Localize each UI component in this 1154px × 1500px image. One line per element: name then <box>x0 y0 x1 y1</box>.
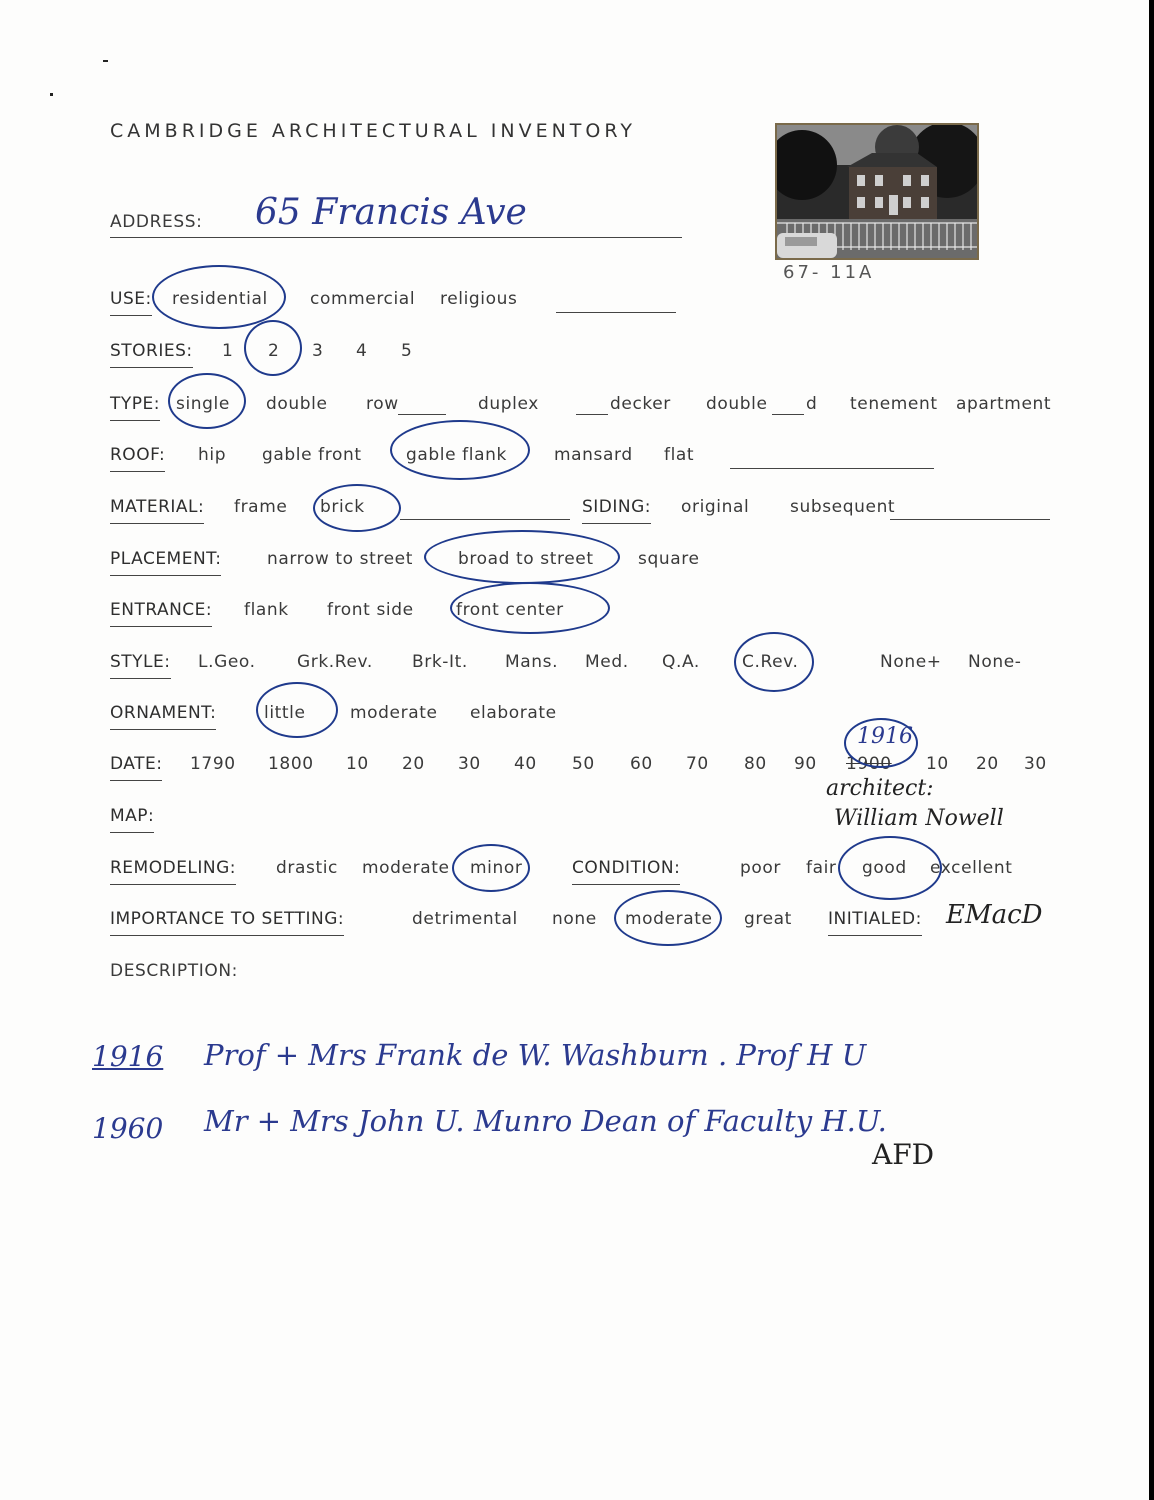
type-option-double-d: double <box>706 394 768 414</box>
style-selected-circle <box>734 632 814 692</box>
type-option-duplex: duplex <box>478 394 539 414</box>
date-handwritten: 1916 <box>857 724 913 749</box>
style-option-crev: C.Rev. <box>742 652 799 672</box>
style-option-grkrev: Grk.Rev. <box>297 652 373 672</box>
importance-label: IMPORTANCE TO SETTING: <box>110 909 345 929</box>
material-label: MATERIAL: <box>110 497 205 517</box>
date-option-70: 70 <box>686 754 709 774</box>
use-blank-line <box>556 312 676 313</box>
date-option-20-b: 20 <box>976 754 999 774</box>
entrance-option-flank: flank <box>244 600 289 620</box>
remodeling-option-minor: minor <box>470 858 523 878</box>
roof-selected-circle <box>390 420 530 480</box>
ornament-option-elaborate: elaborate <box>470 703 557 723</box>
type-option-d: d <box>806 394 818 414</box>
type-option-row: row <box>366 394 399 414</box>
siding-option-original: original <box>681 497 750 517</box>
ink-speck <box>50 93 53 96</box>
material-selected-circle <box>313 484 401 532</box>
description-entry-2-year: 1960 <box>92 1112 164 1145</box>
entrance-option-front-center: front center <box>456 600 564 620</box>
condition-label: CONDITION: <box>572 858 681 878</box>
date-handwritten-circle <box>844 718 918 768</box>
type-option-tenement: tenement <box>850 394 938 414</box>
condition-option-fair: fair <box>806 858 837 878</box>
type-option-decker: decker <box>610 394 671 414</box>
entrance-selected-circle <box>450 582 610 634</box>
style-option-lgeo: L.Geo. <box>198 652 256 672</box>
map-label: MAP: <box>110 806 155 826</box>
roof-label: ROOF: <box>110 445 166 465</box>
address-label: ADDRESS: <box>110 212 203 232</box>
description-entry-1-text: Prof + Mrs Frank de W. Washburn . Prof H U <box>204 1038 867 1072</box>
remodeling-option-moderate: moderate <box>362 858 450 878</box>
photo-reference-number: 67- 11A <box>783 262 875 283</box>
form-header: CAMBRIDGE ARCHITECTURAL INVENTORY <box>110 120 636 142</box>
placement-option-narrow: narrow to street <box>267 549 413 569</box>
date-option-90: 90 <box>794 754 817 774</box>
house-photo <box>775 123 979 260</box>
placement-option-broad: broad to street <box>458 549 594 569</box>
condition-selected-circle <box>838 836 942 900</box>
remodeling-option-drastic: drastic <box>276 858 338 878</box>
type-selected-circle <box>168 373 246 429</box>
condition-option-good: good <box>862 858 907 878</box>
use-label: USE: <box>110 289 152 309</box>
style-option-none-plus: None+ <box>880 652 942 672</box>
address-value: 65 Francis Ave <box>255 192 527 233</box>
remodeling-label: REMODELING: <box>110 858 237 878</box>
type-decker-blank <box>576 414 608 415</box>
date-option-30-b: 30 <box>1024 754 1047 774</box>
initialed-value: EMacD <box>946 900 1043 930</box>
address-line <box>110 237 682 238</box>
scan-edge <box>1149 0 1154 1500</box>
use-selected-circle <box>152 265 286 329</box>
siding-blank-line <box>890 519 1050 520</box>
type-label: TYPE: <box>110 394 160 414</box>
type-row-blank <box>398 414 446 415</box>
ornament-label: ORNAMENT: <box>110 703 217 723</box>
description-label: DESCRIPTION: <box>110 961 238 981</box>
house-photo-image <box>777 125 977 258</box>
ornament-selected-circle <box>256 682 338 738</box>
description-initials: AFD <box>872 1138 935 1171</box>
entrance-label: ENTRANCE: <box>110 600 213 620</box>
importance-selected-circle <box>614 890 722 946</box>
style-option-brkit: Brk-It. <box>412 652 468 672</box>
date-option-60: 60 <box>630 754 653 774</box>
material-option-brick: brick <box>320 497 365 517</box>
importance-option-great: great <box>744 909 792 929</box>
condition-option-poor: poor <box>740 858 781 878</box>
description-entry-1-year: 1916 <box>92 1040 164 1073</box>
condition-option-excellent: excellent <box>930 858 1013 878</box>
entrance-option-front-side: front side <box>327 600 414 620</box>
initialed-label: INITIALED: <box>828 909 922 929</box>
importance-option-detrimental: detrimental <box>412 909 518 929</box>
siding-option-subsequent: subsequent <box>790 497 896 517</box>
ornament-option-moderate: moderate <box>350 703 438 723</box>
date-option-20: 20 <box>402 754 425 774</box>
roof-option-gable-flank: gable flank <box>406 445 507 465</box>
roof-option-mansard: mansard <box>554 445 633 465</box>
importance-option-moderate: moderate <box>625 909 713 929</box>
style-option-none-minus: None- <box>968 652 1022 672</box>
architect-note-line1: architect: <box>826 776 934 801</box>
type-option-single: single <box>176 394 230 414</box>
use-option-residential: residential <box>172 289 268 309</box>
ornament-option-little: little <box>264 703 306 723</box>
date-option-1800: 1800 <box>268 754 314 774</box>
roof-option-flat: flat <box>664 445 695 465</box>
importance-option-none: none <box>552 909 597 929</box>
stories-option-5: 5 <box>401 341 413 361</box>
date-label: DATE: <box>110 754 163 774</box>
stories-option-1: 1 <box>222 341 234 361</box>
date-option-80: 80 <box>744 754 767 774</box>
date-option-40: 40 <box>514 754 537 774</box>
date-option-1900: 1900 <box>846 754 892 774</box>
remodeling-selected-circle <box>452 844 530 892</box>
date-option-10: 10 <box>346 754 369 774</box>
stories-selected-circle <box>244 320 302 376</box>
use-option-commercial: commercial <box>310 289 416 309</box>
style-option-qa: Q.A. <box>662 652 700 672</box>
placement-selected-circle <box>424 530 620 584</box>
style-option-mans: Mans. <box>505 652 559 672</box>
description-entry-2-text: Mr + Mrs John U. Munro Dean of Faculty H.U. <box>204 1104 887 1138</box>
roof-option-gable-front: gable front <box>262 445 362 465</box>
placement-label: PLACEMENT: <box>110 549 222 569</box>
stories-option-2: 2 <box>268 341 280 361</box>
date-option-1790: 1790 <box>190 754 236 774</box>
style-label: STYLE: <box>110 652 171 672</box>
type-double-d-blank <box>772 414 804 415</box>
date-option-50: 50 <box>572 754 595 774</box>
roof-option-hip: hip <box>198 445 227 465</box>
placement-option-square: square <box>638 549 700 569</box>
siding-label: SIDING: <box>582 497 652 517</box>
ink-speck <box>103 60 108 62</box>
style-option-med: Med. <box>585 652 629 672</box>
material-option-frame: frame <box>234 497 288 517</box>
material-blank-line <box>400 519 570 520</box>
type-option-double: double <box>266 394 328 414</box>
date-option-30: 30 <box>458 754 481 774</box>
roof-blank-line <box>730 468 934 469</box>
stories-label: STORIES: <box>110 341 193 361</box>
architect-note-line2: William Nowell <box>834 806 1004 831</box>
use-option-religious: religious <box>440 289 518 309</box>
date-option-10-b: 10 <box>926 754 949 774</box>
stories-option-4: 4 <box>356 341 368 361</box>
type-option-apartment: apartment <box>956 394 1052 414</box>
stories-option-3: 3 <box>312 341 324 361</box>
